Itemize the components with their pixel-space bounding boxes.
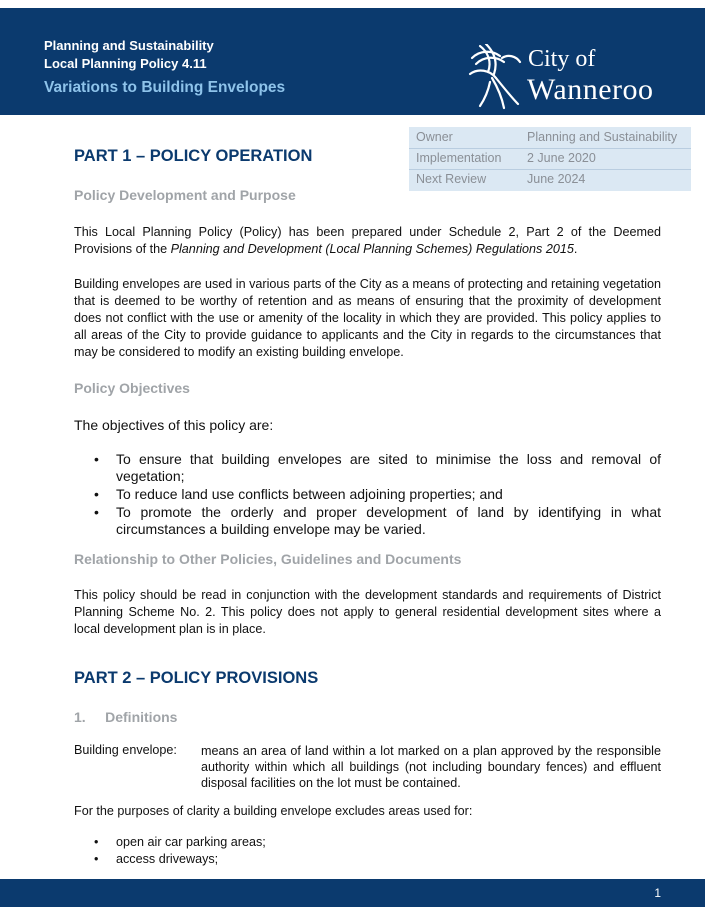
policy-development-heading: Policy Development and Purpose [74,187,296,203]
relationship-heading: Relationship to Other Policies, Guidelines and Documents [74,551,462,567]
page-number: 1 [654,886,661,900]
header-policy-title: Variations to Building Envelopes [44,79,286,96]
exclusions-list [74,834,266,868]
policy-objectives-heading: Policy Objectives [74,380,190,396]
page-footer [0,879,705,907]
regulations-title: Planning and Development (Local Planning Schemes) Regulations 2015 [170,242,574,256]
exclusion-text: open air car parking areas; [116,835,266,849]
objective-text: To ensure that building envelopes are sited to minimise the loss and removal of vegetation; [116,451,661,484]
info-value: Planning and Sustainability [527,130,678,144]
objectives-list [74,451,661,539]
part2-heading: PART 2 – POLICY PROVISIONS [74,669,319,687]
info-row-owner [409,127,691,149]
list-item: • open air car parking areas; [94,835,266,849]
definitions-heading: 1. Definitions [74,709,178,725]
info-label: Owner [416,130,453,144]
objectives-intro: The objectives of this policy are: [74,417,274,433]
list-item: • To ensure that building envelopes are sited to minimise the loss and removal of vegetation; [94,451,661,484]
header-policy-number: Local Planning Policy 4.11 [44,56,207,71]
definition-term: Building envelope: [74,743,177,757]
info-value: 2 June 2020 [527,151,596,165]
paragraph-building-envelopes: Building envelopes are used in various parts of the City as a means of protecting and retaining vegetation that is deemed to be worthy of retention and as means of ensuring that the proximity of development does not conflict with the use or amenity of the locality in which they are provided. This policy applies to all areas of the City to provide guidance to applicants and the City in regards to the circumstances that may be considered to modify an existing building envelope. [74,277,661,359]
exclusion-text: access driveways; [116,852,219,866]
top-strip [0,0,705,8]
info-value: June 2024 [527,172,586,186]
logo-text-wanneroo: Wanneroo [527,73,654,106]
info-label: Next Review [416,172,487,186]
objective-text: To promote the orderly and proper development of land by identifying in what circumstances a building envelope may be varied. [116,504,661,537]
logo-text-city-of: City of [528,46,596,72]
info-label: Implementation [416,151,502,165]
paragraph-regulations [74,224,661,258]
policy-info-table [409,127,691,191]
header-department: Planning and Sustainability [44,38,214,53]
objective-text: To reduce land use conflicts between adjoining properties; and [116,486,503,502]
para1-end: . [573,242,578,256]
list-item: • access driveways; [94,852,219,866]
clarity-paragraph: For the purposes of clarity a building envelope excludes areas used for: [74,804,473,818]
part1-heading: PART 1 – POLICY OPERATION [74,147,313,165]
definition-text: means an area of land within a lot marked on a plan approved by the responsible authority within which all buildings (not including boundary fences) and effluent disposal facilities on the lot must be contained. [201,744,661,790]
info-row-next-review [409,169,691,190]
info-row-implementation [409,148,691,170]
paragraph-relationship: This policy should be read in conjunction with the development standards and requirements of District Planning Scheme No. 2. This policy does not apply to general residential development sites where a local development plan is in place. [74,588,661,636]
list-item: • To reduce land use conflicts between adjoining properties; and [94,486,503,502]
list-item: • To promote the orderly and proper development of land by identifying in what circumstances a building envelope may be varied. [94,504,661,537]
para1-text: This Local Planning Policy (Policy) has been prepared under Schedule 2, Part 2 of the Deemed Provisions of the [74,225,661,256]
